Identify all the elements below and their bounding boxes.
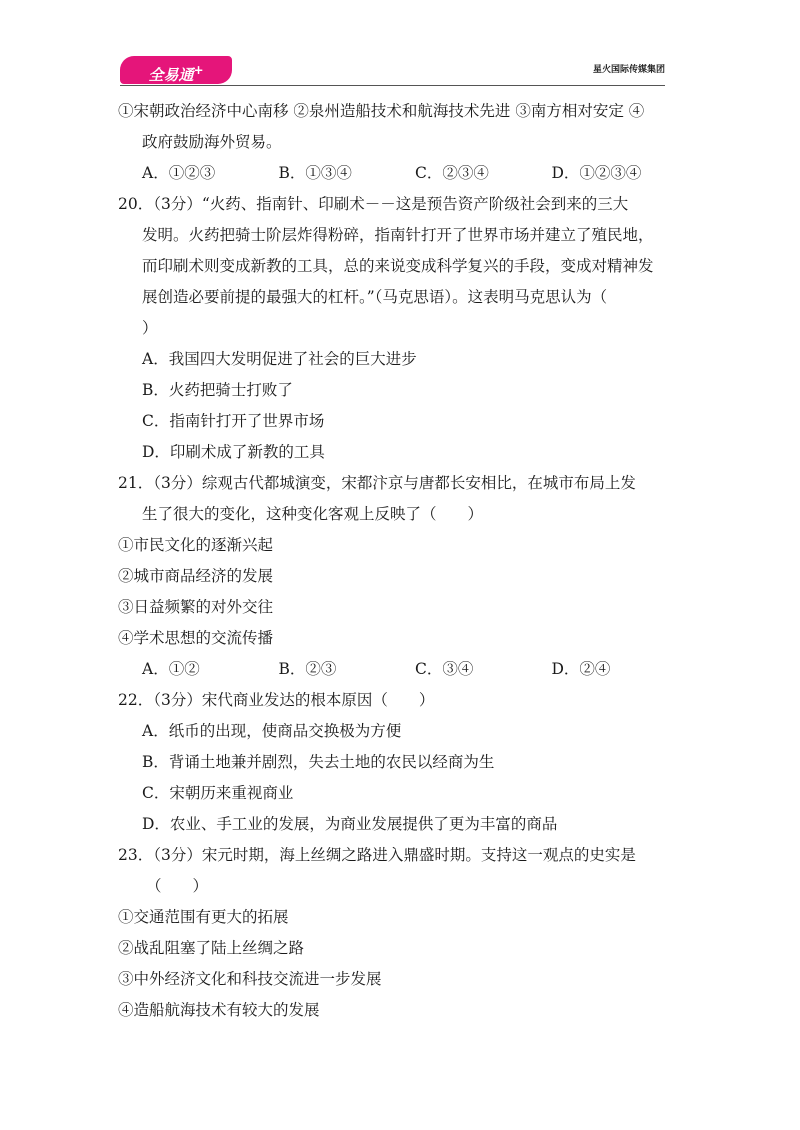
q20-stem-line2: 发明。火药把骑士阶层炸得粉碎，指南针打开了世界市场并建立了殖民地， (142, 226, 654, 244)
q23-stem-line1: 23．（3分）宋元时期，海上丝绸之路进入鼎盛时期。支持这一观点的史实是 (118, 846, 636, 864)
q20-option-b: B．火药把骑士打败了 (142, 381, 293, 399)
q21-item-4: ④学术思想的交流传播 (118, 629, 274, 647)
q22-option-b: B．背诵土地兼并剧烈，失去土地的农民以经商为生 (142, 753, 495, 771)
q20-option-c: C．指南针打开了世界市场 (142, 412, 325, 430)
q22-option-d: D．农业、手工业的发展，为商业发展提供了更为丰富的商品 (142, 815, 558, 833)
q20-stem-line5: ） (142, 319, 158, 337)
q19-options (118, 158, 688, 189)
q21-item-1: ①市民文化的逐渐兴起 (118, 536, 274, 554)
q22-stem: 22．（3分）宋代商业发达的根本原因（ ） (118, 691, 435, 709)
option-b: B．①③④ (278, 164, 352, 182)
q23-stem-line2: （ ） (146, 877, 209, 895)
q22-option-c: C．宋朝历来重视商业 (142, 784, 294, 802)
q20-option-a: A．我国四大发明促进了社会的巨大进步 (142, 350, 417, 368)
q23-item-4: ④造船航海技术有较大的发展 (118, 1001, 320, 1019)
q21-stem-line1: 21．（3分）综观古代都城演变，宋都汴京与唐都长安相比，在城市布局上发 (118, 474, 636, 492)
q23-item-3: ③中外经济文化和科技交流进一步发展 (118, 970, 382, 988)
option-b: B．②③ (278, 660, 337, 678)
q22-option-a: A．纸币的出现，使商品交换极为方便 (142, 722, 402, 740)
q21-stem-line2: 生了很大的变化，这种变化客观上反映了（ ） (142, 505, 484, 523)
q21-options (118, 654, 688, 685)
q19-stem-line2: 政府鼓励海外贸易。 (142, 133, 282, 151)
option-c: C．③④ (415, 660, 474, 678)
brand-name: 星火国际传媒集团 (592, 65, 665, 75)
q21-item-3: ③日益频繁的对外交往 (118, 598, 274, 616)
q21-item-2: ②城市商品经济的发展 (118, 567, 274, 585)
option-d: D．①②③④ (551, 164, 642, 182)
logo: 全易通+ (120, 56, 232, 84)
q20-stem-line3: 而印刷术则变成新教的工具，总的来说变成科学复兴的手段，变成对精神发 (142, 257, 654, 275)
q20-option-d: D．印刷术成了新教的工具 (142, 443, 325, 461)
option-c: C．②③④ (415, 164, 489, 182)
option-a: A．①② (142, 660, 200, 678)
q23-item-1: ①交通范围有更大的拓展 (118, 908, 289, 926)
q19-stem-line1: ①宋朝政治经济中心南移 ②泉州造船技术和航海技术先进 ③南方相对安定 ④ (118, 102, 645, 120)
option-a: A．①②③ (142, 164, 216, 182)
q20-stem-line1: 20．（3分）“火药、指南针、印刷术－－这是预告资产阶级社会到来的三大 (118, 195, 629, 213)
page-header (120, 56, 665, 88)
q23-item-2: ②战乱阻塞了陆上丝绸之路 (118, 939, 305, 957)
header-divider (120, 85, 665, 86)
option-d: D．②④ (551, 660, 611, 678)
q20-stem-line4: 展创造必要前提的最强大的杠杆。”（马克思语）。这表明马克思认为（ (142, 288, 608, 306)
document-body (118, 96, 688, 1026)
